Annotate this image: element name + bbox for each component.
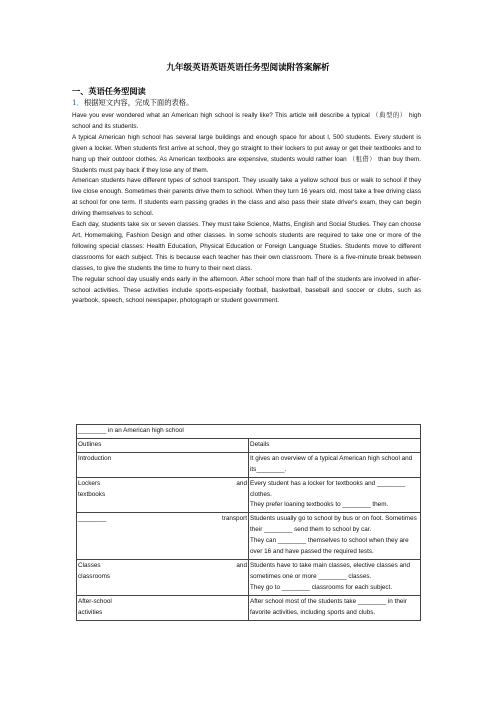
task-table [76,424,421,621]
table-title: ________ in an American high school [77,425,421,439]
details-cell [249,595,421,620]
table-row [77,513,421,560]
table-row [77,477,421,513]
detail-line: Every student has a locker for textbooks and ________ clothes. [250,479,406,498]
document-title: 九年级英语英语英语任务型阅读附答案解析 [166,63,330,73]
detail-line: After school most of the students take ________ in their favorite activities, including sports and clubs. [250,597,407,616]
paragraph: A typical American high school has several large buildings and enough space for about l, 500 students. Every student is given a locker. When students first arrive at school, they go straight to their lockers to put away or get their textbooks and to hang up their outdoor clothes. As American textbooks are expensive, students would rather loan （租借） than buy them. Students must pay back if they lose any of them. [72,133,421,174]
detail-line: They prefer loaning textbooks to ________ them. [250,501,389,509]
reading-passage [72,111,421,307]
outline-label: textbooks [78,490,106,498]
section-heading: 一、英语任务型阅读 [72,86,146,96]
detail-line: It gives an overview of a typical American high school and its________. [250,454,413,473]
details-cell [249,513,421,560]
outline-label: classrooms [78,572,111,580]
column-header-outlines: Outlines [77,438,249,452]
paragraph: Have you ever wondered what an American high school is really like? This article will describe a typical （典型的） high school and its students. [72,112,421,130]
question-text: 根据短文内容，完成下面的表格。 [83,98,194,107]
detail-line: They go to ________ classrooms for each subject. [250,583,393,591]
paragraph: American students have different types of school transport. They usually take a yellow school bus or walk to school if they live close enough. Sometimes their parents drive them to school. When they turn 16 years old, most take a free driving class at school for one term. If students earn passing grades in the class and also pass their state driver's exam, they can begin driving themselves to school. [72,177,421,218]
table-row [77,559,421,595]
outline-label: Lockers [78,479,101,487]
outline-label: and [236,479,247,487]
details-cell [249,452,421,477]
outline-cell [77,595,249,620]
detail-line: They can ________ themselves to school when they are over 16 and have passed the required tests. [250,537,409,556]
detail-line: Students have to take main classes, elective classes and sometimes one or more ________ classes. [250,561,411,580]
question-prompt [72,98,193,108]
outline-label: activities [78,608,103,616]
outline-label: ________ [78,515,107,523]
outline-cell [77,559,249,595]
table-title-row [77,425,421,439]
paragraph: Each day, students take six or seven classes. They must take Science, Maths, English and Social Studies. They can choose Art, Homemaking, Fashion Design and other classes. In some schools students are required to take one or more of the following special classes: Health Education, Physical Education or Foreign Language Studies. Students move to different classrooms for each subject. This is because each teacher has their own classroom. There is a five-minute break between classes, to give the students the time to hurry to their next class. [72,221,421,272]
details-cell [249,559,421,595]
outline-label: After-school [78,597,112,605]
question-number: 1． [72,98,84,107]
column-header-details: Details [249,438,421,452]
outline-cell [77,513,249,560]
details-cell [249,477,421,513]
outline-label: Introduction [78,454,112,462]
outline-label: transport [221,515,247,523]
table-header-row [77,438,421,452]
detail-line: Students usually go to school by bus or on foot. Sometimes their ________ send them to school by car. [250,515,417,534]
outline-cell [77,452,249,477]
table-row [77,452,421,477]
outline-cell [77,477,249,513]
outline-label: Classes [78,561,101,569]
outline-label: and [236,561,247,569]
paragraph: The regular school day usually ends early in the afternoon. After school more than half of the students are involved in after-school activities. These activities include sports-especially football, basketball, baseball and soccer or clubs, such as yearbook, speech, school newspaper, photograph or student government. [72,275,421,305]
table-row [77,595,421,620]
